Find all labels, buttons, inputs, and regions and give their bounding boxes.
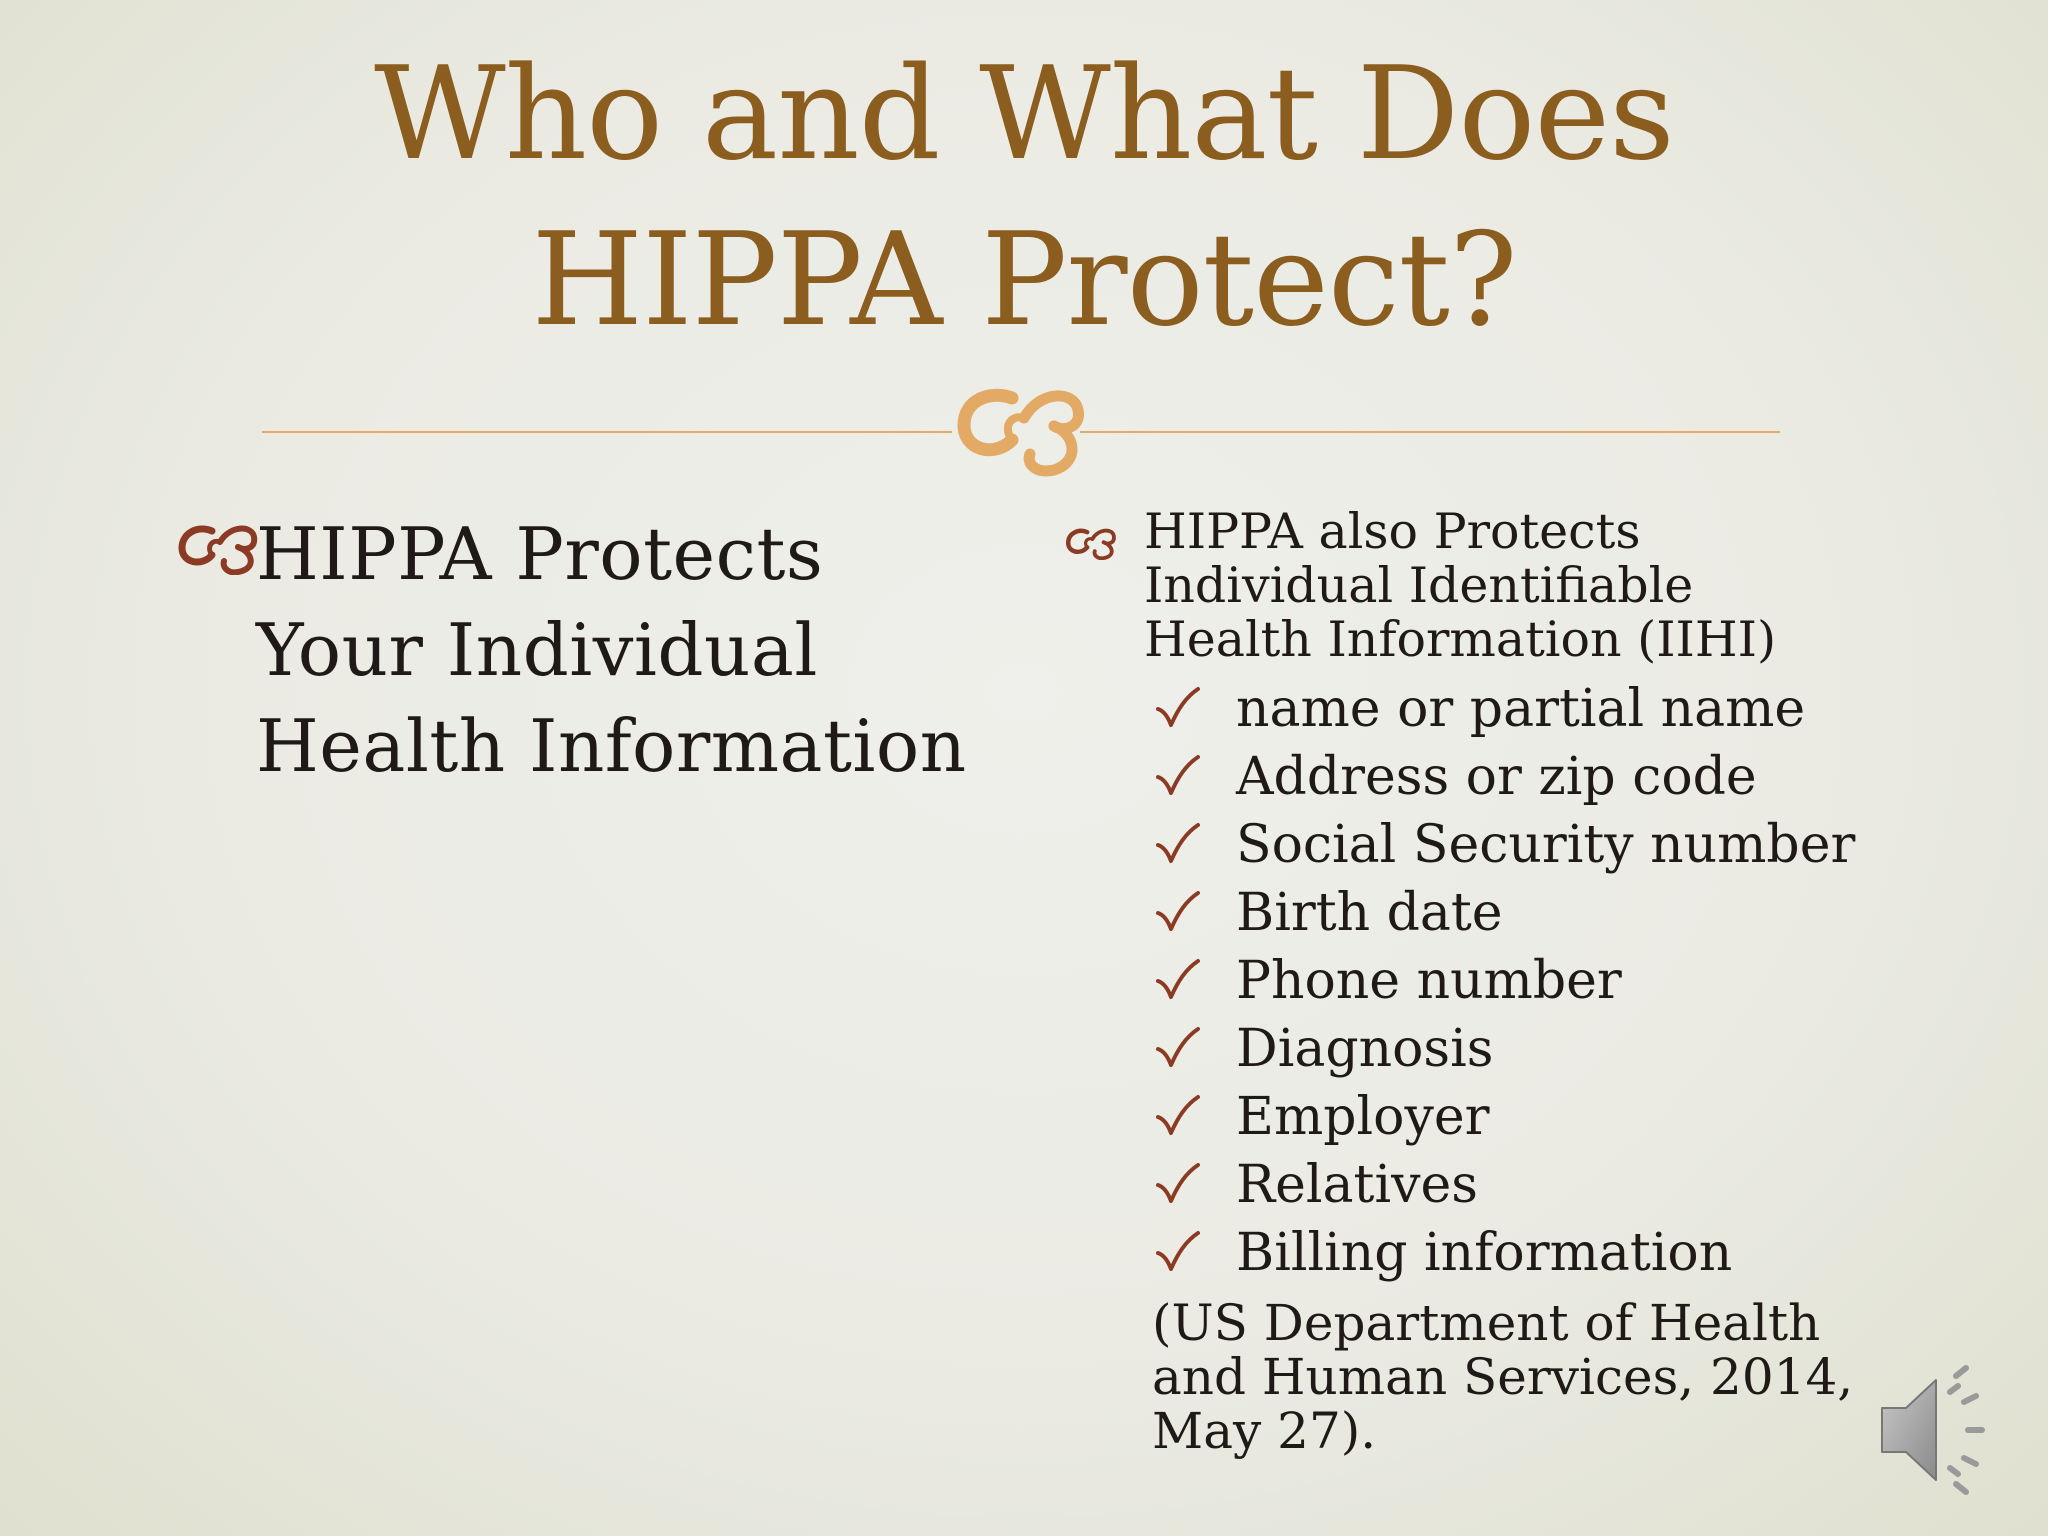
list-item-label: Birth date: [1236, 883, 1503, 943]
citation-line-2: and Human Services, 2014,: [1152, 1348, 1854, 1406]
fleuron-bullet-icon: [1063, 522, 1119, 560]
title-line-1: Who and What Does: [374, 40, 1674, 189]
right-heading-line-2: Individual Identifiable: [1144, 557, 1694, 614]
checkmark-icon: [1154, 1025, 1202, 1069]
list-item-label: Relatives: [1236, 1155, 1478, 1215]
citation-line-3: May 27).: [1152, 1402, 1377, 1460]
checkmark-icon: [1154, 821, 1202, 865]
title-line-2: HIPPA Protect?: [531, 206, 1517, 355]
slide-title: [260, 32, 1788, 364]
left-line-3: Health Information: [256, 704, 967, 788]
fleuron-divider-icon: [950, 370, 1090, 480]
list-item-label: name or partial name: [1236, 679, 1806, 739]
left-line-2: Your Individual: [256, 608, 818, 692]
list-item-label: Phone number: [1236, 951, 1622, 1011]
list-item-label: Employer: [1236, 1087, 1490, 1147]
list-item-label: Address or zip code: [1236, 747, 1757, 807]
left-column-text: [256, 506, 967, 794]
checkmark-icon: [1154, 957, 1202, 1001]
list-item-label: Social Security number: [1236, 815, 1856, 875]
checkmark-icon: [1154, 1161, 1202, 1205]
checkmark-icon: [1154, 753, 1202, 797]
fleuron-bullet-icon: [176, 515, 260, 575]
list-item-label: Diagnosis: [1236, 1019, 1494, 1079]
speaker-icon[interactable]: [1876, 1362, 1996, 1498]
divider-line-left: [262, 431, 952, 433]
citation: [1152, 1296, 1853, 1458]
checkmark-icon: [1154, 1093, 1202, 1137]
right-heading-line-3: Health Information (IIHI): [1144, 611, 1777, 668]
list-item-label: Billing information: [1236, 1223, 1733, 1283]
citation-line-1: (US Department of Health: [1152, 1294, 1821, 1352]
checkmark-icon: [1154, 889, 1202, 933]
right-column-heading: [1144, 505, 1776, 667]
divider-line-right: [1080, 431, 1780, 433]
checkmark-icon: [1154, 1229, 1202, 1273]
left-line-1: HIPPA Protects: [256, 512, 824, 596]
checkmark-icon: [1154, 685, 1202, 729]
right-heading-line-1: HIPPA also Protects: [1144, 503, 1641, 560]
